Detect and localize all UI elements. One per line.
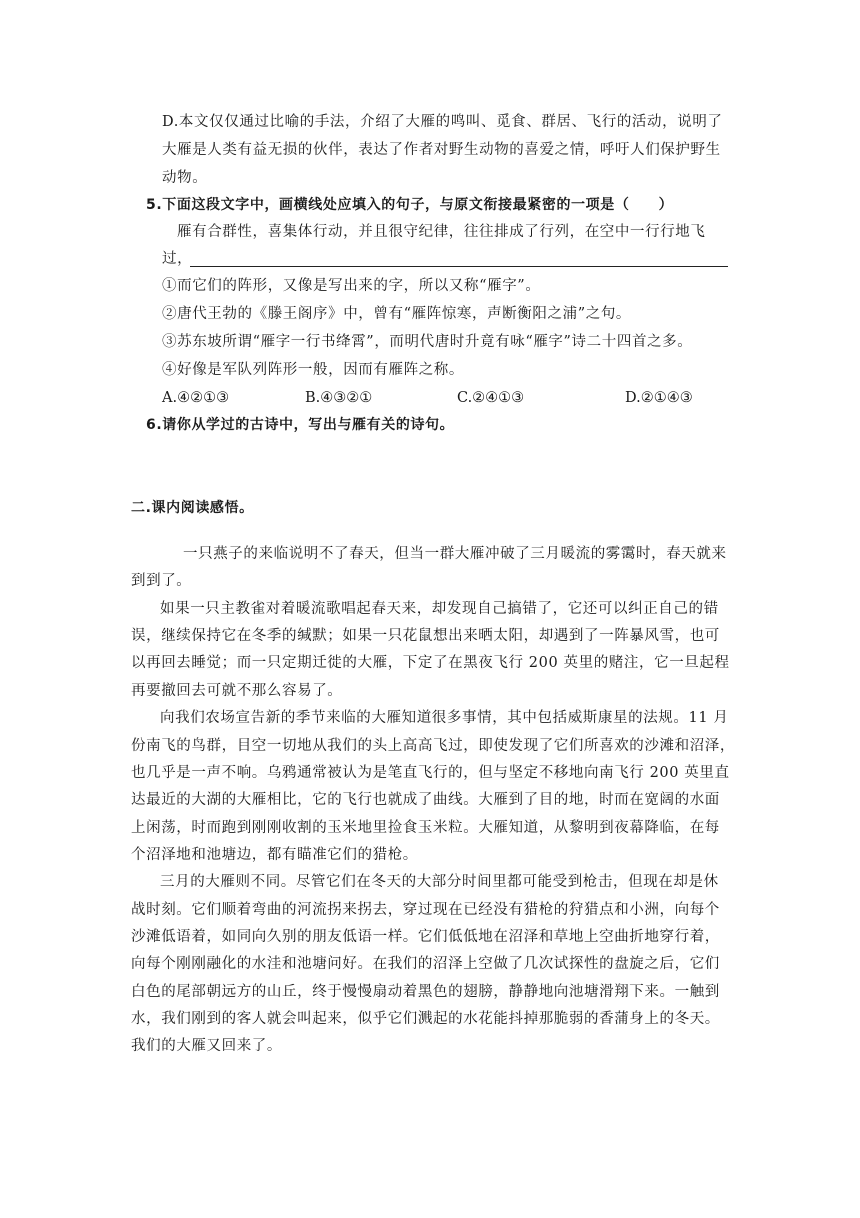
paragraph-line: 也几乎是一声不响。乌鸦通常被认为是笔直飞行的，但与坚定不移地向南飞行 200 英里直 [131, 765, 730, 781]
paragraph-line: 水，我们刚到的客人就会叫起来，似乎它们溅起的水花能抖掉那脆弱的香蒲身上的冬天。 [131, 1011, 720, 1027]
paragraph-line: 再要撤回去可就不那么容易了。 [131, 683, 343, 699]
paragraph-line: 一只燕子的来临说明不了春天，但当一群大雁冲破了三月暖流的雾霭时，春天就来 [183, 546, 727, 562]
section2-heading: 二.课内阅读感悟。 [131, 500, 254, 516]
paragraph-line: 战时刻。它们顺着弯曲的河流拐来拐去，穿过现在已经没有猎枪的狩猎点和小洲，向每个 [131, 902, 720, 918]
q5-passage-line: 雁有合群性，喜集体行动，并且很守纪律，往往排成了行列，在空中一行行地飞 [177, 224, 706, 240]
q5-choice-c[interactable]: C.②④①③ [457, 390, 525, 406]
paragraph-line: 上闲荡，时而跑到刚刚收割的玉米地里捡食玉米粒。大雁知道，从黎明到夜幕降临，在每 [131, 820, 720, 836]
paragraph-line: 我们的大雁又回来了。 [131, 1038, 282, 1054]
paragraph-line: 沙滩低语着，如同向久别的朋友低语一样。它们低低地在沼泽和草地上空曲折地穿行着， [131, 929, 720, 945]
q5-choice-a[interactable]: A.④②①③ [162, 390, 230, 406]
paragraph-line: 个沼泽地和池塘边，都有瞄准它们的猎枪。 [131, 847, 418, 863]
paragraph-line: 达最近的大湖的大雁相比，它的飞行也就成了曲线。大雁到了目的地，时而在宽阔的水面 [131, 792, 720, 808]
q5-fill-blank[interactable] [190, 266, 728, 267]
paragraph-line: 份南飞的鸟群，目空一切地从我们的头上高高飞过，即使发现了它们所喜欢的沙滩和沼泽， [131, 738, 735, 754]
paragraph-line: 误，继续保持它在冬季的缄默；如果一只花鼠想出来晒太阳，却遇到了一阵暴风雪，也可 [131, 628, 720, 644]
paragraph-line: 三月的大雁则不同。尽管它们在冬天的大部分时间里都可能受到枪击，但现在却是休 [160, 874, 719, 890]
q6-question: 6.请你从学过的古诗中，写出与雁有关的诗句。 [146, 417, 455, 433]
paragraph-line: 以再回去睡觉；而一只定期迁徙的大雁，下定了在黑夜飞行 200 英里的赌注，它一旦起程 [131, 655, 730, 671]
paragraph-line: 到到了。 [131, 573, 192, 589]
paragraph-line: 如果一只主教雀对着暖流歌唱起春天来，却发现自己搞错了，它还可以纠正自己的错 [160, 601, 719, 617]
q4-option-d-line: 大雁是人类有益无损的伙伴，表达了作者对野生动物的喜爱之情，呼吁人们保护野生 [162, 142, 721, 158]
q5-question: 5.下面这段文字中，画横线处应填入的句子，与原文衔接最紧密的一项是（ ） [146, 197, 674, 213]
q5-sentence-3: ③苏东坡所谓“雁字一行书绛霄”，而明代唐时升竟有咏“雁字”诗二十四首之多。 [162, 334, 693, 350]
q4-option-d-line: 动物。 [162, 170, 208, 186]
paragraph-line: 白色的尾部朝远方的山丘，终于慢慢扇动着黑色的翅膀，静静地向池塘滑翔下来。一触到 [131, 984, 720, 1000]
q5-choice-b[interactable]: B.④③②① [305, 390, 373, 406]
q5-sentence-4: ④好像是军队列阵形一般，因而有雁阵之称。 [162, 362, 464, 378]
q5-sentence-2: ②唐代王勃的《滕王阁序》中，曾有“雁阵惊寒，声断衡阳之浦”之句。 [162, 306, 632, 322]
paragraph-line: 向我们农场宣告新的季节来临的大雁知道很多事情，其中包括威斯康星的法规。11 月 [160, 710, 729, 726]
paragraph-line: 向每个刚刚融化的水洼和池塘问好。在我们的沼泽上空做了几次试探性的盘旋之后，它们 [131, 956, 720, 972]
q5-passage-line: 过， [162, 251, 193, 267]
q5-choice-d[interactable]: D.②①④③ [625, 390, 693, 406]
q5-sentence-1: ①而它们的阵形，又像是写出来的字，所以又称“雁字”。 [162, 278, 541, 294]
q4-option-d-line: D.本文仅仅通过比喻的手法，介绍了大雁的鸣叫、觅食、群居、飞行的活动，说明了 [162, 114, 723, 130]
